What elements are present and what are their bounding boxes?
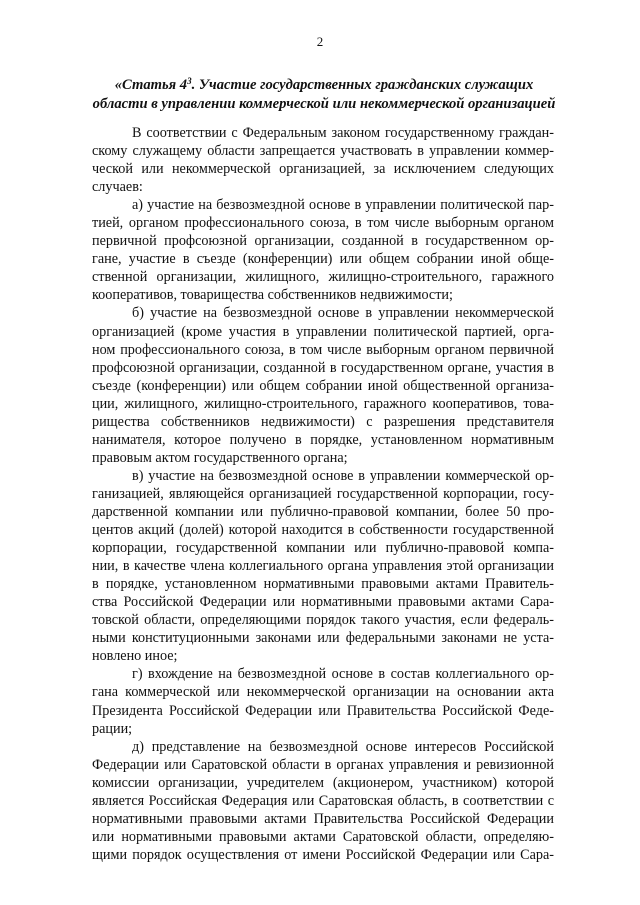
text-line: рищества собственников недвижимости) с разрешения представителя	[92, 413, 554, 430]
text-line: д) представление на безвозмездной основе интересов Российской	[132, 738, 554, 755]
text-line: дарственной компании или публично-правовой компании, более 50 про-	[92, 503, 554, 520]
text-line: скому служащему области запрещается участвовать в управлении коммер-	[92, 143, 554, 160]
article-heading-line-1: «Статья $4^3$. Участие государственных гражданских служащих	[114, 76, 534, 93]
paragraph-item-v	[92, 467, 554, 666]
text-line: гана коммерческой или некоммерческой организации на основании акта	[92, 684, 554, 701]
text-line: Президента Российской Федерации или Правительства Российской Феде-	[92, 702, 554, 719]
article-body	[92, 124, 554, 864]
text-line: ганизацией, являющейся организацией государственной корпорации, госу-	[92, 485, 554, 502]
text-line: в) участие на безвозмездной основе в управлении коммерческой ор-	[132, 467, 554, 484]
text-line: случаев:	[92, 179, 143, 196]
text-line: или нормативными правовыми актами Саратовской области, определяю-	[92, 828, 554, 845]
text-line: ными конституционными законами или федеральными законами не уста-	[92, 630, 554, 647]
text-line: является Российская Федерация или Саратовская область, в соответствии с	[92, 792, 554, 809]
article-number-superscript: 3	[187, 76, 192, 86]
text-line: первичной профсоюзной организации, созданной в государственном ор-	[92, 233, 554, 250]
text-line: а) участие на безвозмездной основе в управлении политической пар-	[132, 197, 554, 214]
text-line: В соответствии с Федеральным законом государственному граждан-	[132, 125, 554, 141]
text-line: в порядке, установленном нормативными правовыми актами Правитель-	[92, 576, 554, 593]
paragraph-item-a	[92, 196, 554, 304]
text-line: новлено иное;	[92, 648, 178, 665]
paragraph-item-d	[92, 738, 554, 864]
text-line: щими порядок осуществления от имени Российской Федерации или Сара-	[92, 846, 554, 863]
text-line: тией, органом профессионального союза, в том числе выборным органом	[92, 215, 554, 232]
page-number: 2	[316, 34, 324, 49]
text-line: ства Российской Федерации или нормативными правовыми актами Сара-	[92, 594, 554, 611]
text-line: г) вхождение на безвозмездной основе в состав коллегиального ор-	[132, 666, 554, 683]
text-line: корпорации, государственной компании или публично-правовой компа-	[92, 540, 554, 557]
text-line: ции, жилищного, жилищно-строительного, гаражного кооперативов, това-	[92, 395, 554, 412]
text-line: комиссии организации, учредителем (акционером, участником) которой	[92, 774, 554, 791]
text-line: кооперативов, товарищества собственников недвижимости;	[92, 287, 453, 304]
text-line: товской области, определяющими порядок такого участия, если федераль-	[92, 612, 554, 629]
text-line: Федерации или Саратовской области в органах управления и ревизионной	[92, 756, 554, 773]
text-line: профсоюзной организации, созданной в государственном органе, участия в	[92, 359, 554, 376]
text-line: центов акций (долей) которой находится в собственности государственной	[92, 522, 554, 539]
text-line: ственной организации, жилищного, жилищно-строительного, гаражного	[92, 269, 554, 286]
text-line: ном профессионального союза, в том числе выборным органом первичной	[92, 341, 554, 358]
text-line: рации;	[92, 720, 133, 737]
text-line: нии, в качестве члена коллегиального органа управления этой организации	[92, 558, 554, 575]
text-line: б) участие на безвозмездной основе в управлении некоммерческой	[132, 305, 554, 322]
text-line: нанимателя, которое получено в порядке, установленном нормативным	[92, 431, 554, 448]
article-heading	[74, 76, 574, 114]
text-line: гане, участие в съезде (конференции) или общем собрании иной обще-	[92, 251, 554, 268]
text-line: правовым актом государственного органа;	[92, 449, 348, 466]
text-line: нормативными правовыми актами Правительства Российской Федерации	[92, 810, 554, 827]
paragraph-item-b	[92, 304, 554, 466]
text-line: организацией (кроме участия в управлении политической партией, орга-	[92, 323, 554, 340]
article-heading-line-2: области в управлении коммерческой или некоммерческой организацией	[92, 96, 556, 112]
paragraph-intro	[92, 124, 554, 196]
paragraph-item-g	[92, 665, 554, 737]
text-line: ческой или некоммерческой организацией, за исключением следующих	[92, 161, 554, 178]
text-line: съезде (конференции) или общем собрании иной общественной организа-	[92, 377, 554, 394]
